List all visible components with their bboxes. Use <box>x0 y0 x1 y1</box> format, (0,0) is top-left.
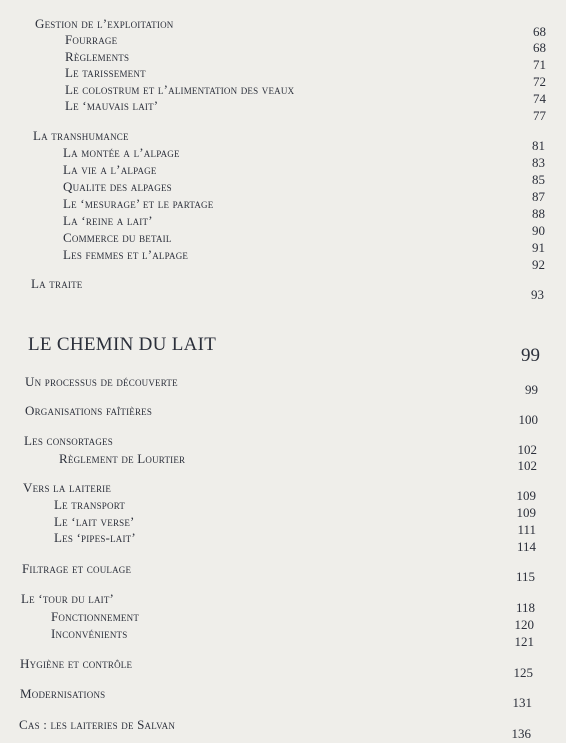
toc-page-mesurage: 88 <box>532 206 545 221</box>
toc-title-tarissement: Le tarissement <box>65 65 146 80</box>
toc-title-lait-verse: Le ‘lait verse’ <box>54 514 135 529</box>
toc-page-reine: 90 <box>532 223 545 238</box>
toc-page-traite: 93 <box>531 287 544 302</box>
toc-page-transport: 109 <box>516 505 536 520</box>
toc-title-pipes-lait: Les ‘pipes-lait’ <box>54 530 136 545</box>
toc-page-tarissement: 72 <box>533 74 546 89</box>
toc-title-montee: La montée a l’alpage <box>63 145 180 160</box>
toc-page-gestion: 68 <box>533 24 546 39</box>
toc-page-pipes-lait: 114 <box>516 539 536 554</box>
toc-title-femmes: Les femmes et l’alpage <box>63 247 189 262</box>
toc-page-fonctionnement: 120 <box>514 617 534 632</box>
toc-page-commerce: 91 <box>532 240 545 255</box>
toc-page-qualite: 87 <box>532 189 545 204</box>
toc-title-fourrage: Fourrage <box>65 32 118 47</box>
toc-title-qualite: Qualite des alpages <box>63 179 172 194</box>
toc-page-transhumance: 81 <box>532 138 545 153</box>
toc-title-hygiene: Hygiène et contrôle <box>20 656 133 671</box>
toc-page-lourtier: 102 <box>517 458 537 473</box>
toc-title-salvan: Cas : les laiteries de Salvan <box>19 717 176 732</box>
toc-page-mauvais-lait: 77 <box>533 108 546 123</box>
toc-title-consortages: Les consortages <box>24 433 113 448</box>
toc-page-processus: 99 <box>525 382 538 397</box>
toc-title-processus: Un processus de découverte <box>25 374 178 389</box>
toc-title-colostrum: Le colostrum et l’alimentation des veaux <box>65 82 295 97</box>
toc-chapter-page: 99 <box>521 345 540 366</box>
toc-title-reine: La ‘reine a lait’ <box>63 213 153 228</box>
toc-title-filtrage: Filtrage et coulage <box>22 561 132 576</box>
toc-title-reglements: Règlements <box>65 49 130 64</box>
toc-page-fourrage: 68 <box>533 40 546 55</box>
toc-page-hygiene: 125 <box>513 665 533 680</box>
toc-title-transport: Le transport <box>54 497 126 512</box>
toc-title-fonctionnement: Fonctionnement <box>51 609 140 624</box>
toc-title-mauvais-lait: Le ‘mauvais lait’ <box>65 98 159 113</box>
toc-page-tour-du-lait: 118 <box>515 600 535 615</box>
toc-title-organisations: Organisations faîtières <box>25 403 153 418</box>
toc-title-tour-du-lait: Le ‘tour du lait’ <box>21 591 115 606</box>
toc-title-traite: La traite <box>31 276 83 291</box>
toc-title-transhumance: La transhumance <box>33 128 129 143</box>
toc-page-reglements: 71 <box>533 57 546 72</box>
toc-page-consortages: 102 <box>517 442 537 457</box>
toc-title-modernisations: Modernisations <box>20 686 106 701</box>
toc-page-modernisations: 131 <box>512 695 532 710</box>
toc-page-vie-alpage: 85 <box>532 172 545 187</box>
toc-title-gestion: Gestion de l’exploitation <box>35 16 174 31</box>
toc-page-filtrage: 115 <box>515 569 535 584</box>
toc-page-femmes: 92 <box>532 257 545 272</box>
toc-title-vers-laiterie: Vers la laiterie <box>23 480 112 495</box>
toc-page-lait-verse: 111 <box>517 522 536 537</box>
toc-title-vie-alpage: La vie a l’alpage <box>63 162 157 177</box>
toc-page-inconvenients: 121 <box>514 634 534 649</box>
toc-page-montee: 83 <box>532 155 545 170</box>
toc-title-commerce: Commerce du betail <box>63 230 172 245</box>
toc-page-colostrum: 74 <box>533 91 546 106</box>
toc-page-organisations: 100 <box>518 412 538 427</box>
toc-title-mesurage: Le ‘mesurage’ et le partage <box>63 196 214 211</box>
toc-title-inconvenients: Inconvénients <box>51 626 128 641</box>
toc-chapter-title: LE CHEMIN DU LAIT <box>28 334 217 355</box>
toc-page-vers-laiterie: 109 <box>516 488 536 503</box>
toc-title-lourtier: Règlement de Lourtier <box>59 451 186 466</box>
toc-page-salvan: 136 <box>511 726 531 741</box>
